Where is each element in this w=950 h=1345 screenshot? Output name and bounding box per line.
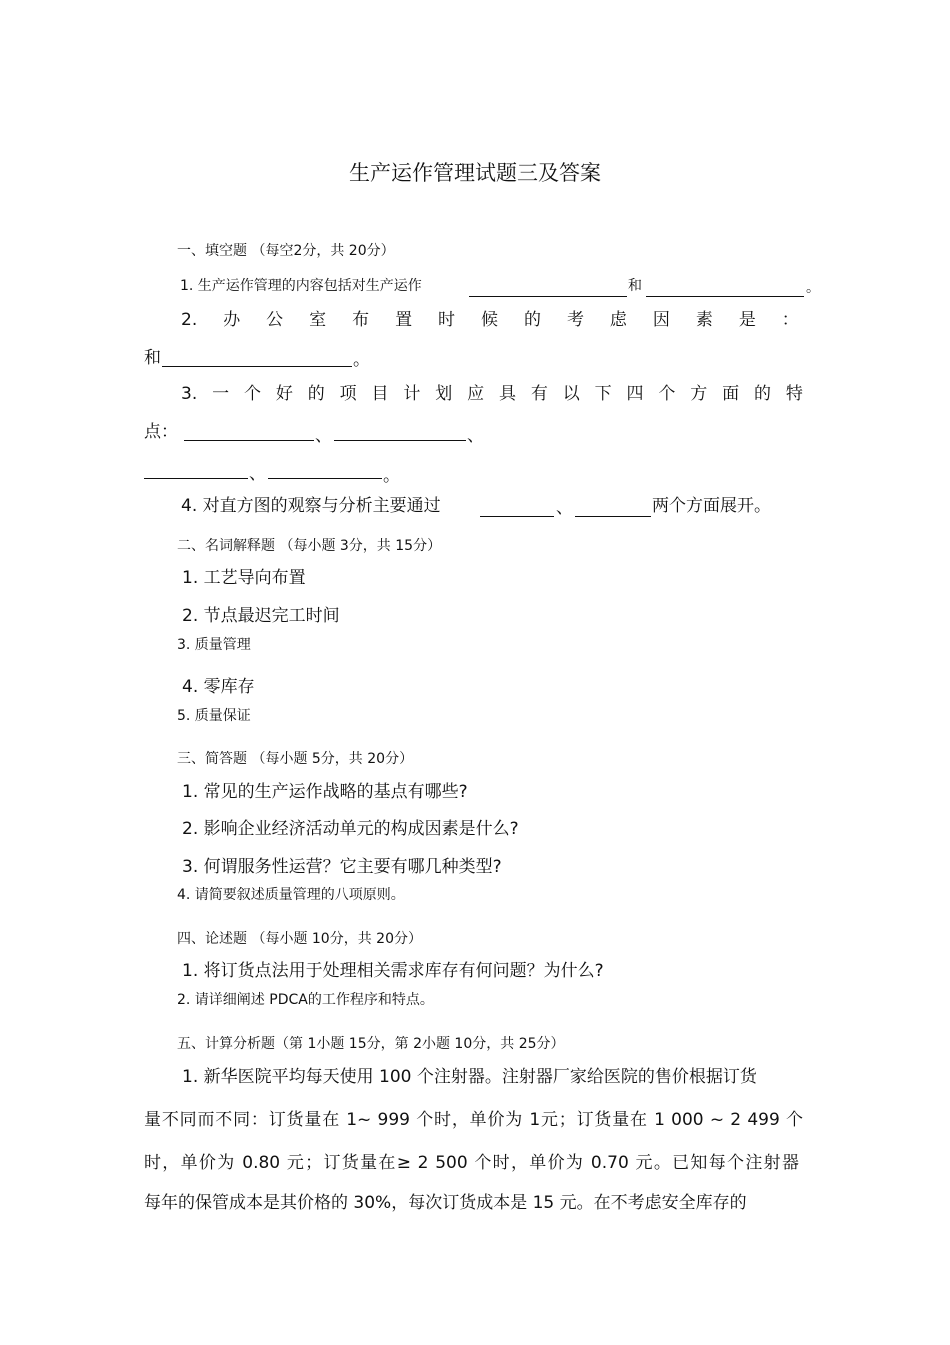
q3-char: 四 [626, 384, 644, 404]
page-title: 生产运作管理试题三及答案 [349, 161, 601, 185]
q3-char: 下 [594, 384, 612, 404]
q2-char: 布 [352, 310, 370, 330]
q2-line [181, 312, 799, 329]
q1-blank-2 [646, 296, 804, 297]
q2-char: 室 [309, 310, 327, 330]
q1-mid: 和 [628, 278, 642, 294]
q3-blank-3 [144, 478, 248, 479]
s5-para-line-2: 量不同而不同：订货量在 1~ 999 个时，单价为 1元；订货量在 1 000 ~ 2 499 个 [144, 1110, 803, 1130]
q4-end: 两个方面展开。 [652, 496, 771, 516]
s3-item-1: 1. 常见的生产运作战略的基点有哪些? [182, 782, 468, 802]
q3-cont: 点： [144, 422, 178, 442]
q1-blank-1 [469, 296, 627, 297]
q3-char: 的 [753, 384, 771, 404]
q2-cont: 和 [144, 348, 161, 368]
q2-char: 置 [395, 310, 413, 330]
q2-end: 。 [353, 350, 370, 370]
s3-item-4: 4. 请简要叙述质量管理的八项原则。 [177, 887, 405, 903]
s2-item-4: 4. 零库存 [182, 677, 255, 697]
s5-para-line-3: 时，单价为 0.80 元；订货量在≥ 2 500 个时，单价为 0.70 元。已知每个注射器 [144, 1153, 799, 1173]
q3-char: 特 [785, 384, 803, 404]
q2-char: 2. [181, 310, 198, 330]
s3-item-3: 3. 何谓服务性运营？它主要有哪几种类型? [182, 857, 502, 877]
q2-char: 素 [695, 310, 713, 330]
section-1-heading: 一、填空题 （每空2分，共 20分） [177, 243, 395, 259]
q3-blank-4 [268, 478, 382, 479]
q1-text: 1. 生产运作管理的内容包括对生产运作 [180, 278, 422, 294]
q3-char: 项 [339, 384, 357, 404]
q4-text: 4. 对直方图的观察与分析主要通过 [181, 496, 441, 516]
q4-blank-2 [575, 516, 651, 517]
q3-blank-1 [184, 440, 314, 441]
q3-line [181, 386, 803, 403]
q3-char: 有 [530, 384, 548, 404]
q2-char: 时 [438, 310, 456, 330]
section-4-heading: 四、论述题 （每小题 10分，共 20分） [177, 931, 422, 947]
q3-char: 个 [658, 384, 676, 404]
q3-sep-3: 、 [249, 464, 266, 484]
s3-item-2: 2. 影响企业经济活动单元的构成因素是什么? [182, 819, 519, 839]
q3-char: 个 [243, 384, 261, 404]
s2-item-2: 2. 节点最迟完工时间 [182, 606, 340, 626]
q2-char: 办 [223, 310, 241, 330]
q2-char: 考 [566, 310, 584, 330]
q3-char: 3. [181, 384, 198, 404]
section-5-heading: 五、计算分析题（第 1小题 15分，第 2小题 10分，共 25分） [177, 1036, 565, 1052]
s2-item-5: 5. 质量保证 [177, 708, 251, 724]
q2-char: 因 [652, 310, 670, 330]
q3-char: 划 [435, 384, 453, 404]
q3-sep-2: 、 [467, 426, 484, 446]
q3-char: 具 [498, 384, 516, 404]
q2-blank [162, 366, 352, 367]
q1-end: 。 [806, 280, 820, 296]
q3-sep-1: 、 [315, 426, 332, 446]
q4-blank-1 [480, 516, 554, 517]
q3-char: 计 [403, 384, 421, 404]
q3-char: 应 [467, 384, 485, 404]
s5-para-line-4: 每年的保管成本是其价格的 30%，每次订货成本是 15 元。在不考虑安全库存的 [144, 1193, 747, 1213]
q2-char: 公 [266, 310, 284, 330]
q4-sep: 、 [556, 498, 573, 518]
q3-char: 好 [275, 384, 293, 404]
q3-blank-2 [334, 440, 466, 441]
q3-char: 的 [307, 384, 325, 404]
s2-item-3: 3. 质量管理 [177, 637, 251, 653]
q3-char: 方 [690, 384, 708, 404]
s2-item-1: 1. 工艺导向布置 [182, 568, 306, 588]
q2-char: 虑 [609, 310, 627, 330]
q2-char: 是 [738, 310, 756, 330]
q3-char: 以 [562, 384, 580, 404]
q3-char: 一 [212, 384, 230, 404]
s5-para-line-1: 1. 新华医院平均每天使用 100 个注射器。注射器厂家给医院的售价根据订货 [182, 1067, 757, 1087]
section-3-heading: 三、简答题 （每小题 5分，共 20分） [177, 751, 414, 767]
q3-char: 面 [722, 384, 740, 404]
section-2-heading: 二、名词解释题 （每小题 3分，共 15分） [177, 538, 442, 554]
q3-char: 目 [371, 384, 389, 404]
q3-end: 。 [383, 466, 400, 486]
s4-item-1: 1. 将订货点法用于处理相关需求库存有何问题？为什么? [182, 961, 604, 981]
q2-char: ： [781, 310, 799, 330]
q2-char: 候 [481, 310, 499, 330]
s4-item-2: 2. 请详细阐述 PDCA的工作程序和特点。 [177, 992, 434, 1008]
q2-char: 的 [523, 310, 541, 330]
